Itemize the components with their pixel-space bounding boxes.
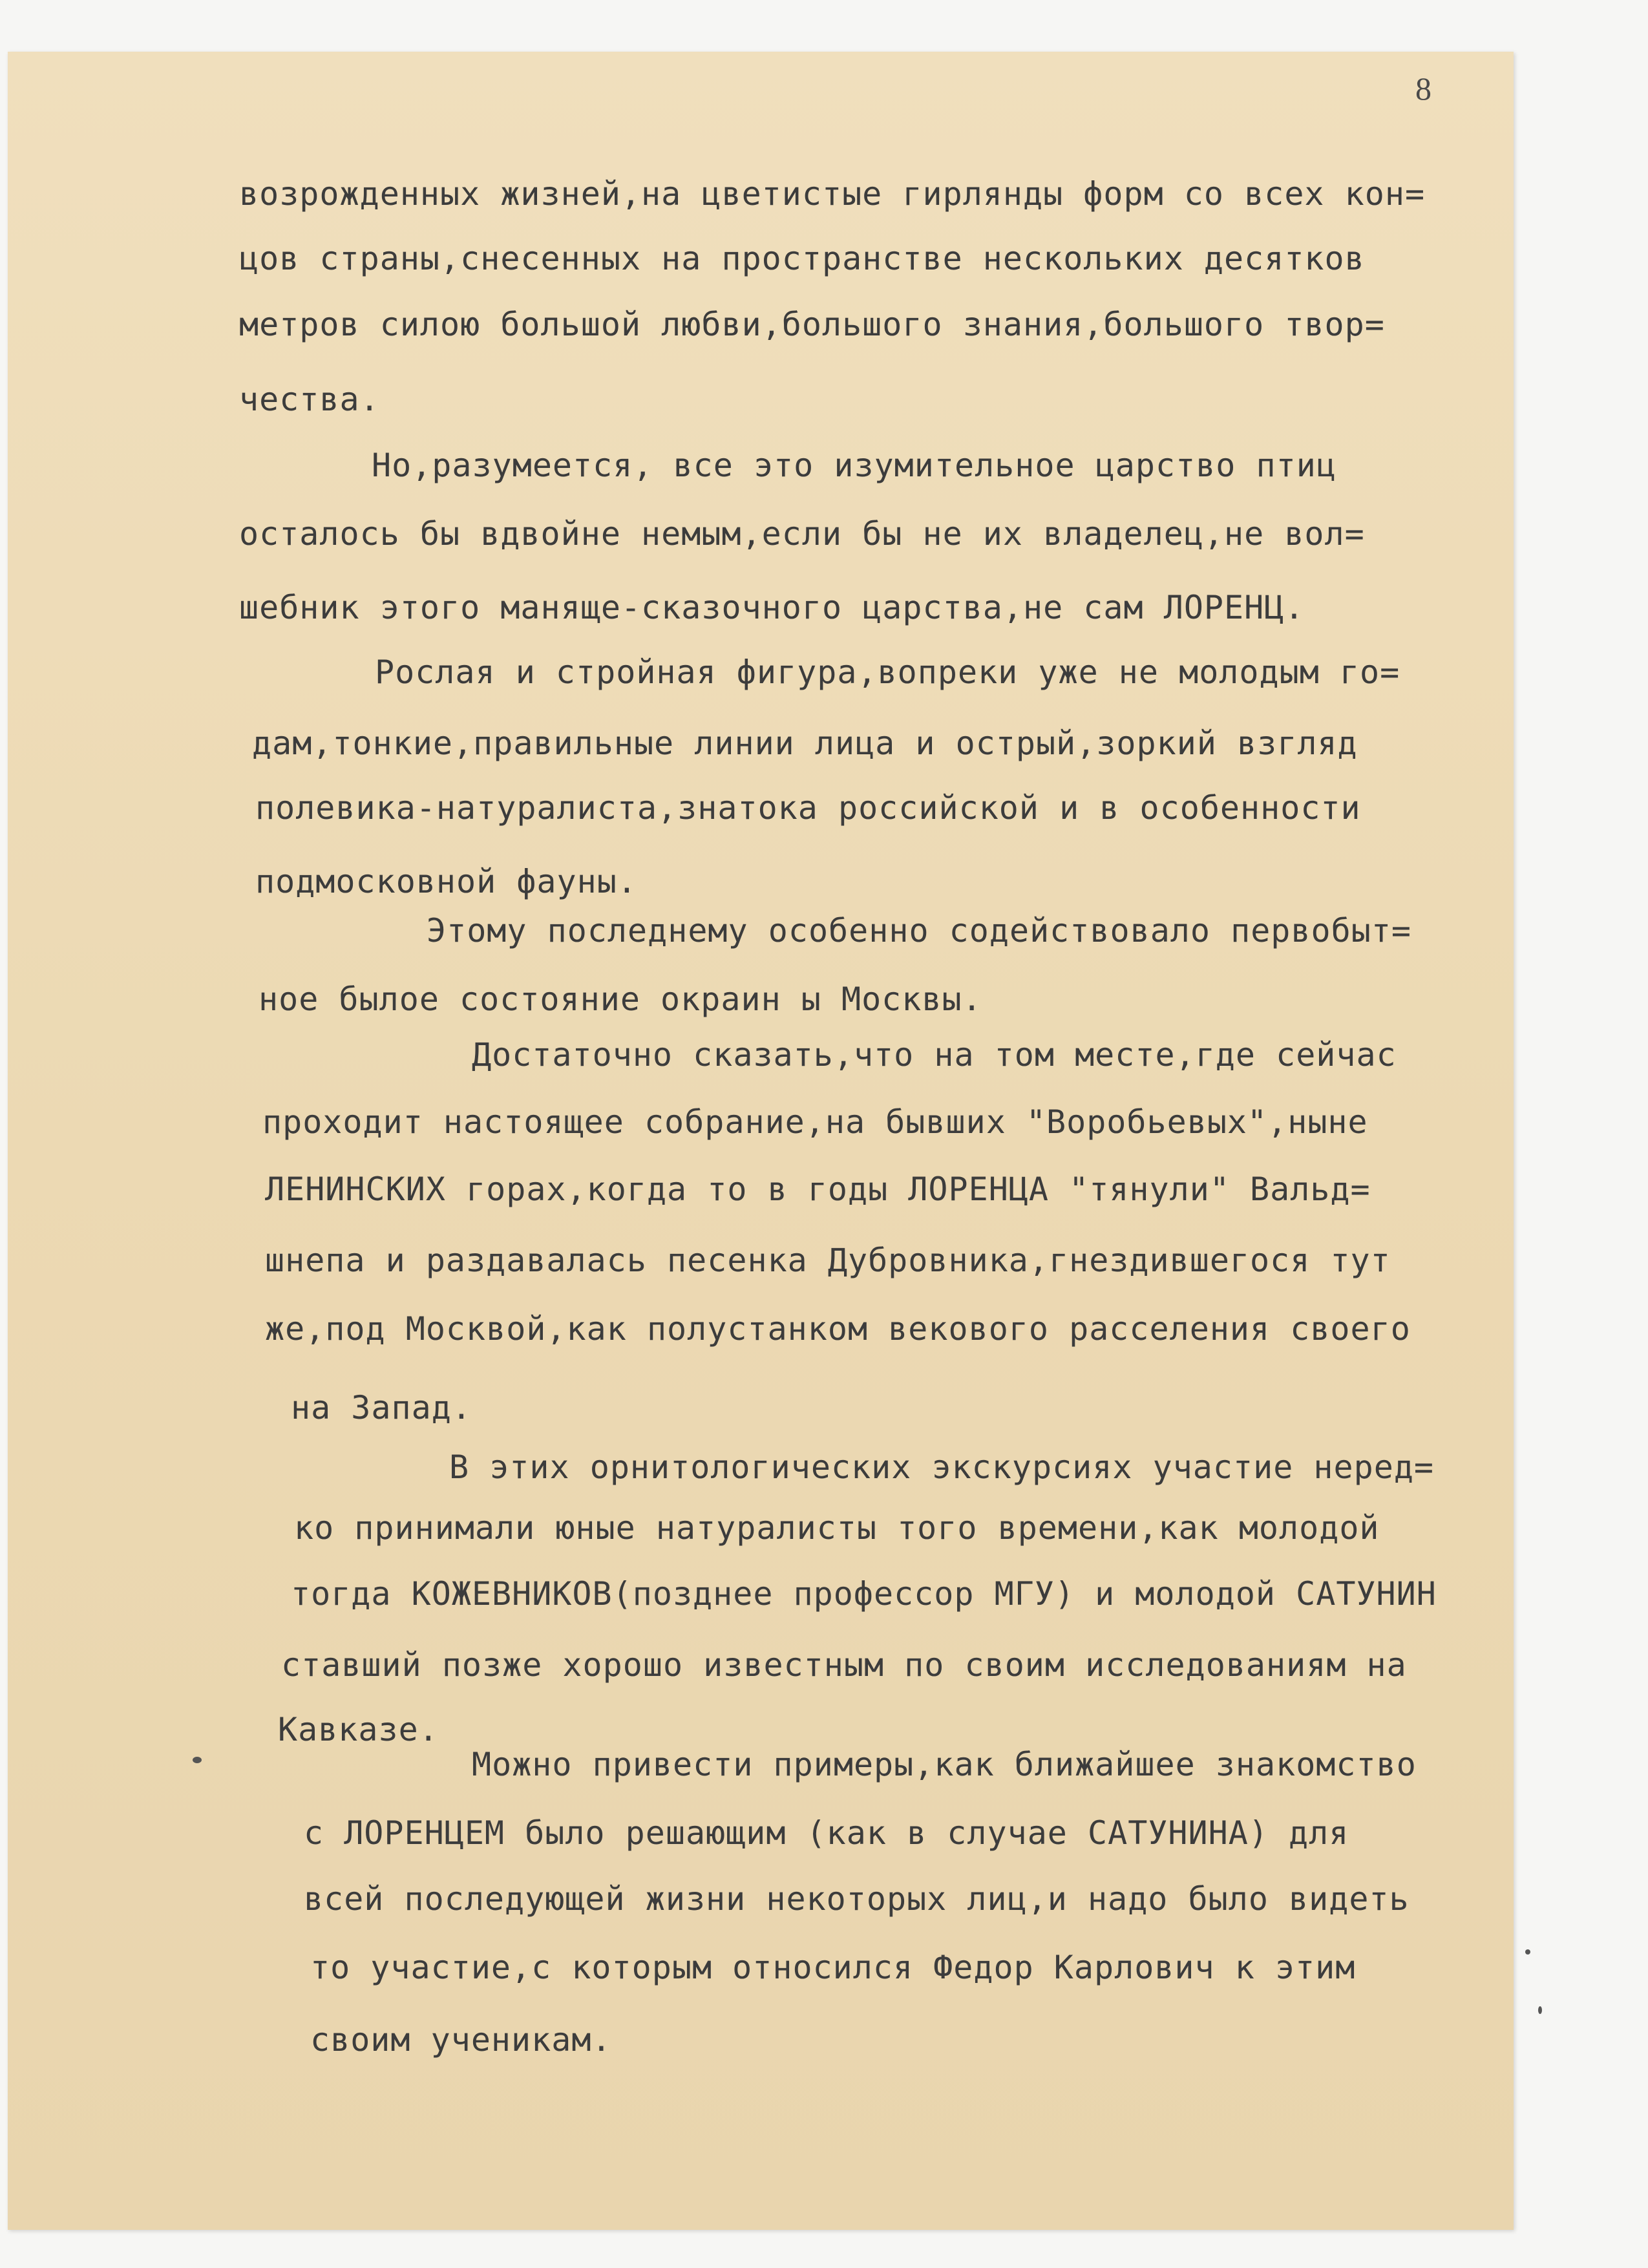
text-line: ко принимали юные натуралисты того времени,как молодой	[294, 1509, 1380, 1547]
text-line: всей последующей жизни некоторых лиц,и надо было видеть	[304, 1880, 1410, 1918]
text-line: Можно привести примеры,как ближайшее знакомство	[472, 1746, 1417, 1783]
text-line: Достаточно сказать,что на том месте,где сейчас	[472, 1036, 1397, 1074]
text-line: тогда КОЖЕВНИКОВ(позднее профессор МГУ) и молодой САТУНИН	[291, 1575, 1437, 1613]
text-line: же,под Москвой,как полустанком векового расселения своего	[265, 1310, 1411, 1348]
text-line: ное былое состояние окраин ы Москвы.	[259, 980, 982, 1018]
text-line: полевика-натуралиста,знатока российской и в особенности	[255, 789, 1361, 827]
text-line: возрожденных жизней,на цветистые гирлянды форм со всех кон=	[239, 175, 1426, 213]
text-line: то участие,с которым относился Федор Карлович к этим	[310, 1949, 1356, 1986]
text-line: шнепа и раздавалась песенка Дубровника,гнездившегося тут	[265, 1242, 1391, 1279]
text-line: дам,тонкие,правильные линии лица и острый,зоркий взгляд	[252, 725, 1358, 762]
ink-speck	[193, 1757, 202, 1763]
text-line: чества.	[239, 381, 380, 418]
text-line: ставший позже хорошо известным по своим исследованиям на	[281, 1646, 1407, 1684]
text-line: цов страны,снесенных на пространстве нескольких десятков	[239, 240, 1365, 277]
text-line: ЛЕНИНСКИХ горах,когда то в годы ЛОРЕНЦА "тянули" Вальд=	[265, 1171, 1371, 1208]
text-line: Этому последнему особенно содействовало первобыт=	[427, 912, 1412, 949]
text-line: шебник этого маняще-сказочного царства,не сам ЛОРЕНЦ.	[239, 589, 1305, 626]
text-line: на Запад.	[291, 1389, 472, 1426]
text-line: подмосковной фауны.	[255, 863, 637, 900]
text-line: своим ученикам.	[310, 2021, 612, 2059]
ink-speck	[1538, 2006, 1542, 2014]
text-line: Кавказе.	[278, 1711, 439, 1748]
text-line: В этих орнитологических экскурсиях участие неред=	[449, 1448, 1435, 1486]
page-number: 8	[1415, 70, 1431, 107]
text-line: Рослая и стройная фигура,вопреки уже не молодым го=	[375, 653, 1400, 691]
text-line: осталось бы вдвойне немым,если бы не их владелец,не вол=	[239, 515, 1365, 553]
text-line: Но,разумеется, все это изумительное царство птиц	[372, 447, 1336, 484]
text-line: с ЛОРЕНЦЕМ было решающим (как в случае САТУНИНА) для	[304, 1814, 1349, 1852]
text-line: метров силою большой любви,большого знания,большого твор=	[239, 306, 1385, 343]
text-line: проходит настоящее собрание,на бывших "Воробьевых",ныне	[262, 1103, 1368, 1141]
ink-speck	[1525, 1949, 1530, 1955]
